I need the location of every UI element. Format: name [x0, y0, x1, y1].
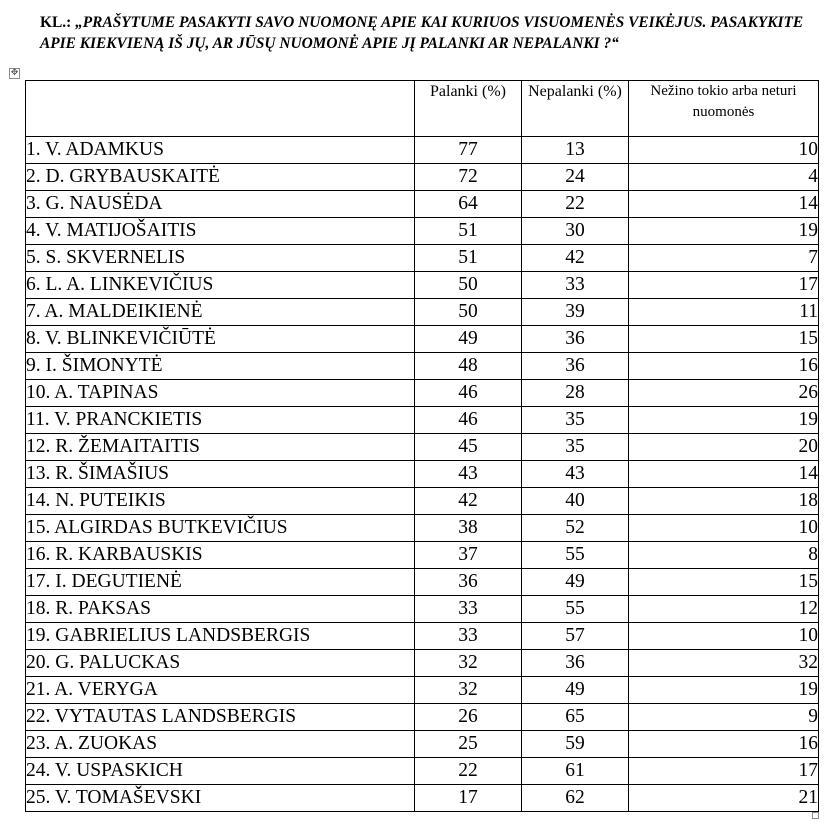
header-nepalanki: Nepalanki (%) — [522, 81, 629, 137]
palanki-cell: 43 — [415, 461, 522, 488]
table-row — [26, 677, 819, 704]
person-name-cell: 10. A. TAPINAS — [26, 380, 415, 407]
person-name-cell: 14. N. PUTEIKIS — [26, 488, 415, 515]
nezino-cell: 12 — [629, 596, 819, 623]
table-row — [26, 650, 819, 677]
person-name-cell: 23. A. ZUOKAS — [26, 731, 415, 758]
survey-table — [25, 80, 819, 812]
nezino-cell: 8 — [629, 542, 819, 569]
palanki-cell: 48 — [415, 353, 522, 380]
nezino-cell: 20 — [629, 434, 819, 461]
nezino-cell: 10 — [629, 515, 819, 542]
nezino-cell: 19 — [629, 407, 819, 434]
nepalanki-cell: 40 — [522, 488, 629, 515]
nepalanki-cell: 35 — [522, 407, 629, 434]
nezino-cell: 15 — [629, 569, 819, 596]
person-name-cell: 5. S. SKVERNELIS — [26, 245, 415, 272]
nezino-cell: 21 — [629, 785, 819, 812]
person-name-cell: 15. ALGIRDAS BUTKEVIČIUS — [26, 515, 415, 542]
palanki-cell: 64 — [415, 191, 522, 218]
table-row — [26, 218, 819, 245]
nepalanki-cell: 57 — [522, 623, 629, 650]
palanki-cell: 37 — [415, 542, 522, 569]
table-row — [26, 164, 819, 191]
nezino-cell: 16 — [629, 731, 819, 758]
nezino-cell: 18 — [629, 488, 819, 515]
person-name-cell: 2. D. GRYBAUSKAITĖ — [26, 164, 415, 191]
nezino-cell: 17 — [629, 758, 819, 785]
nepalanki-cell: 55 — [522, 542, 629, 569]
nepalanki-cell: 49 — [522, 569, 629, 596]
nezino-cell: 9 — [629, 704, 819, 731]
palanki-cell: 49 — [415, 326, 522, 353]
header-palanki: Palanki (%) — [415, 81, 522, 137]
nepalanki-cell: 24 — [522, 164, 629, 191]
palanki-cell: 72 — [415, 164, 522, 191]
nepalanki-cell: 13 — [522, 137, 629, 164]
table-row — [26, 623, 819, 650]
palanki-cell: 77 — [415, 137, 522, 164]
heading-prefix: KL.: — [40, 14, 72, 31]
person-name-cell: 25. V. TOMAŠEVSKI — [26, 785, 415, 812]
nepalanki-cell: 61 — [522, 758, 629, 785]
table-row — [26, 758, 819, 785]
table-row — [26, 434, 819, 461]
nepalanki-cell: 35 — [522, 434, 629, 461]
nepalanki-cell: 55 — [522, 596, 629, 623]
nepalanki-cell: 36 — [522, 326, 629, 353]
table-row — [26, 245, 819, 272]
palanki-cell: 33 — [415, 623, 522, 650]
person-name-cell: 3. G. NAUSĖDA — [26, 191, 415, 218]
nepalanki-cell: 39 — [522, 299, 629, 326]
nepalanki-cell: 36 — [522, 650, 629, 677]
table-body — [26, 137, 819, 812]
table-row — [26, 596, 819, 623]
person-name-cell: 4. V. MATIJOŠAITIS — [26, 218, 415, 245]
header-name — [26, 81, 415, 137]
person-name-cell: 18. R. PAKSAS — [26, 596, 415, 623]
nezino-cell: 11 — [629, 299, 819, 326]
palanki-cell: 22 — [415, 758, 522, 785]
palanki-cell: 50 — [415, 299, 522, 326]
palanki-cell: 26 — [415, 704, 522, 731]
nepalanki-cell: 30 — [522, 218, 629, 245]
person-name-cell: 24. V. USPASKICH — [26, 758, 415, 785]
table-row — [26, 137, 819, 164]
nezino-cell: 15 — [629, 326, 819, 353]
person-name-cell: 16. R. KARBAUSKIS — [26, 542, 415, 569]
person-name-cell: 13. R. ŠIMAŠIUS — [26, 461, 415, 488]
table-row — [26, 731, 819, 758]
table-row — [26, 542, 819, 569]
palanki-cell: 45 — [415, 434, 522, 461]
person-name-cell: 7. A. MALDEIKIENĖ — [26, 299, 415, 326]
palanki-cell: 32 — [415, 650, 522, 677]
nepalanki-cell: 52 — [522, 515, 629, 542]
nezino-cell: 14 — [629, 191, 819, 218]
table-header-row — [26, 81, 819, 137]
nezino-cell: 16 — [629, 353, 819, 380]
table-row — [26, 272, 819, 299]
table-row — [26, 569, 819, 596]
nepalanki-cell: 36 — [522, 353, 629, 380]
person-name-cell: 17. I. DEGUTIENĖ — [26, 569, 415, 596]
nezino-cell: 17 — [629, 272, 819, 299]
person-name-cell: 22. VYTAUTAS LANDSBERGIS — [26, 704, 415, 731]
person-name-cell: 1. V. ADAMKUS — [26, 137, 415, 164]
table-resize-handle-icon[interactable] — [812, 812, 819, 819]
nezino-cell: 19 — [629, 677, 819, 704]
palanki-cell: 46 — [415, 407, 522, 434]
table-row — [26, 515, 819, 542]
table-row — [26, 326, 819, 353]
nezino-cell: 10 — [629, 623, 819, 650]
person-name-cell: 19. GABRIELIUS LANDSBERGIS — [26, 623, 415, 650]
nezino-cell: 26 — [629, 380, 819, 407]
person-name-cell: 12. R. ŽEMAITAITIS — [26, 434, 415, 461]
palanki-cell: 50 — [415, 272, 522, 299]
nepalanki-cell: 59 — [522, 731, 629, 758]
nepalanki-cell: 65 — [522, 704, 629, 731]
table-row — [26, 380, 819, 407]
palanki-cell: 38 — [415, 515, 522, 542]
table-row — [26, 299, 819, 326]
person-name-cell: 6. L. A. LINKEVIČIUS — [26, 272, 415, 299]
nepalanki-cell: 43 — [522, 461, 629, 488]
page-heading — [40, 12, 830, 54]
person-name-cell: 21. A. VERYGA — [26, 677, 415, 704]
person-name-cell: 20. G. PALUCKAS — [26, 650, 415, 677]
table-row — [26, 785, 819, 812]
heading-question: „PRAŠYTUME PASAKYTI SAVO NUOMONĘ APIE KAI KURIUOS VISUOMENĖS VEIKĖJUS. PASAKYKITE APIE KIEKVIENĄ IŠ JŲ, AR JŪSŲ NUOMONĖ APIE JĮ PALANKI AR NEPALANKI ?“ — [40, 14, 804, 52]
nezino-cell: 32 — [629, 650, 819, 677]
nepalanki-cell: 42 — [522, 245, 629, 272]
palanki-cell: 33 — [415, 596, 522, 623]
nezino-cell: 14 — [629, 461, 819, 488]
palanki-cell: 51 — [415, 245, 522, 272]
palanki-cell: 25 — [415, 731, 522, 758]
nepalanki-cell: 28 — [522, 380, 629, 407]
palanki-cell: 46 — [415, 380, 522, 407]
nepalanki-cell: 62 — [522, 785, 629, 812]
table-row — [26, 353, 819, 380]
person-name-cell: 8. V. BLINKEVIČIŪTĖ — [26, 326, 415, 353]
table-row — [26, 407, 819, 434]
palanki-cell: 42 — [415, 488, 522, 515]
header-nezino: Nežino tokio arba neturi nuomonės — [629, 81, 819, 137]
palanki-cell: 36 — [415, 569, 522, 596]
palanki-cell: 32 — [415, 677, 522, 704]
table-row — [26, 191, 819, 218]
nezino-cell: 19 — [629, 218, 819, 245]
person-name-cell: 9. I. ŠIMONYTĖ — [26, 353, 415, 380]
table-row — [26, 704, 819, 731]
table-row — [26, 461, 819, 488]
nezino-cell: 7 — [629, 245, 819, 272]
nezino-cell: 4 — [629, 164, 819, 191]
palanki-cell: 17 — [415, 785, 522, 812]
nezino-cell: 10 — [629, 137, 819, 164]
table-move-handle-icon[interactable]: ✥ — [10, 68, 19, 78]
palanki-cell: 51 — [415, 218, 522, 245]
nepalanki-cell: 22 — [522, 191, 629, 218]
nepalanki-cell: 33 — [522, 272, 629, 299]
table-row — [26, 488, 819, 515]
nepalanki-cell: 49 — [522, 677, 629, 704]
person-name-cell: 11. V. PRANCKIETIS — [26, 407, 415, 434]
